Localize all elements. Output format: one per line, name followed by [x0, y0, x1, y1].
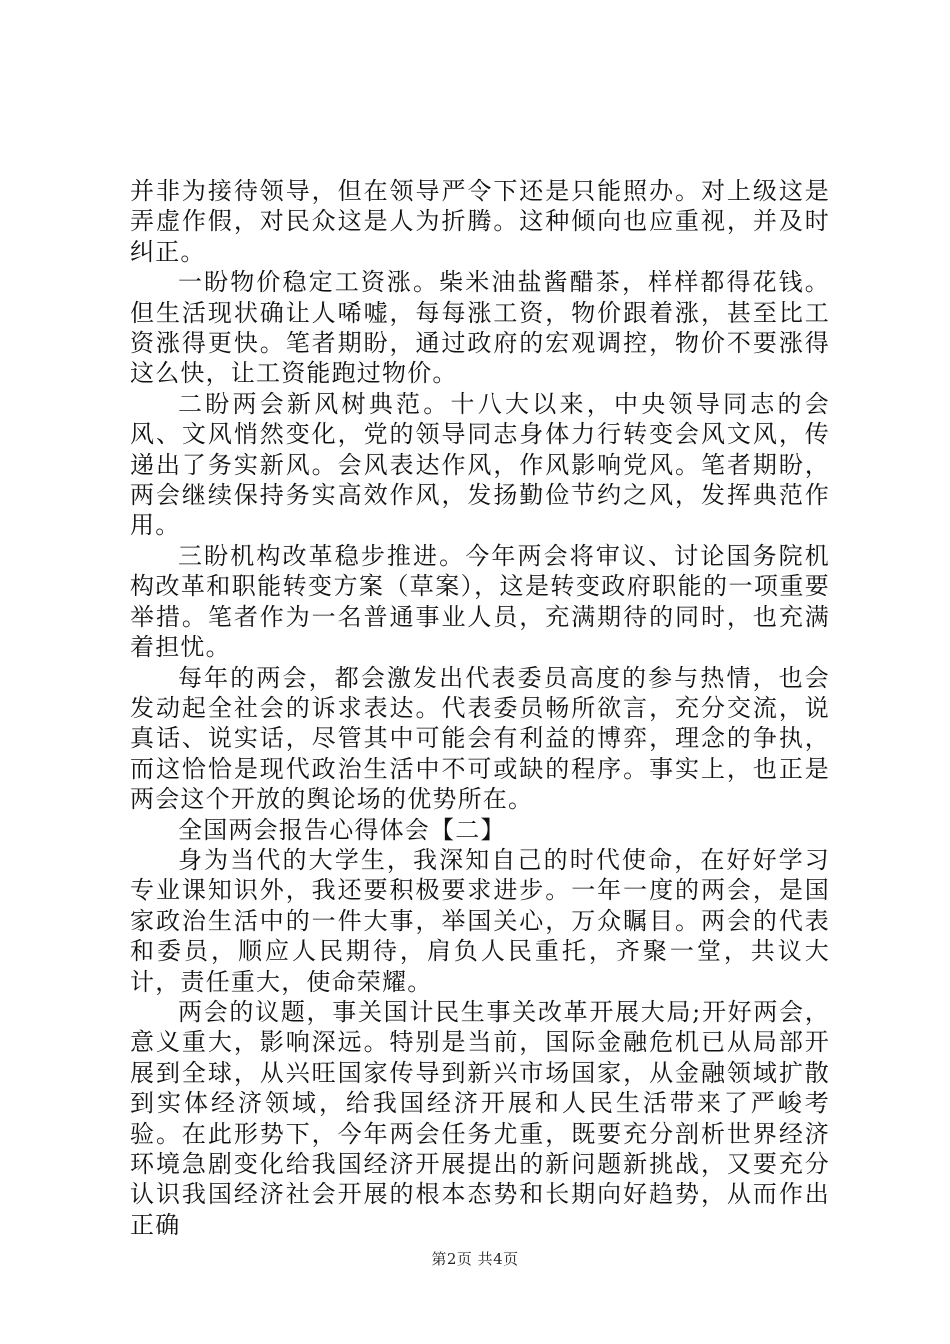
paragraph-4: 三盼机构改革稳步推进。今年两会将审议、讨论国务院机构改革和职能转变方案（草案），这是转变政府职能的一项重要举措。笔者作为一名普通事业人员，充满期待的同时，也充满着担忧。: [130, 541, 830, 662]
document-body: [130, 176, 830, 1240]
page-number-footer: 第2页 共4页: [431, 1250, 519, 1268]
paragraph-3: 二盼两会新风树典范。十八大以来，中央领导同志的会风、文风悄然变化，党的领导同志身体力行转变会风文风，传递出了务实新风。会风表达作风，作风影响党风。笔者期盼，两会继续保持务实高效作风，发扬勤俭节约之风，发挥典范作用。: [130, 389, 830, 540]
paragraph-5: 每年的两会，都会激发出代表委员高度的参与热情，也会发动起全社会的诉求表达。代表委员畅所欲言，充分交流，说真话、说实话，尽管其中可能会有利益的博弈，理念的争执，而这恰恰是现代政治生活中不可或缺的程序。事实上，也正是两会这个开放的舆论场的优势所在。: [130, 663, 830, 814]
section-heading: 全国两会报告心得体会【二】: [178, 815, 506, 844]
paragraph-6: 身为当代的大学生，我深知自己的时代使命，在好好学习专业课知识外，我还要积极要求进步。一年一度的两会，是国家政治生活中的一件大事，举国关心，万众瞩目。两会的代表和委员，顺应人民期待，肩负人民重托，齐聚一堂，共议大计，责任重大，使命荣耀。: [130, 845, 830, 996]
paragraph-7: 两会的议题，事关国计民生事关改革开展大局;开好两会，意义重大，影响深远。特别是当前，国际金融危机已从局部开展到全球，从兴旺国家传导到新兴市场国家，从金融领域扩散到实体经济领域，给我国经济开展和人民生活带来了严峻考验。在此形势下，今年两会任务尤重，既要充分剖析世界经济环境急剧变化给我国经济开展提出的新问题新挑战，又要充分认识我国经济社会开展的根本态势和长期向好趋势，从而作出正确: [130, 997, 830, 1239]
paragraph-2: 一盼物价稳定工资涨。柴米油盐酱醋茶，样样都得花钱。但生活现状确让人唏嘘，每每涨工资，物价跟着涨，甚至比工资涨得更快。笔者期盼，通过政府的宏观调控，物价不要涨得这么快，让工资能跑过物价。: [130, 268, 830, 388]
paragraph-1: 并非为接待领导，但在领导严令下还是只能照办。对上级这是弄虚作假，对民众这是人为折腾。这种倾向也应重视，并及时纠正。: [130, 177, 830, 266]
